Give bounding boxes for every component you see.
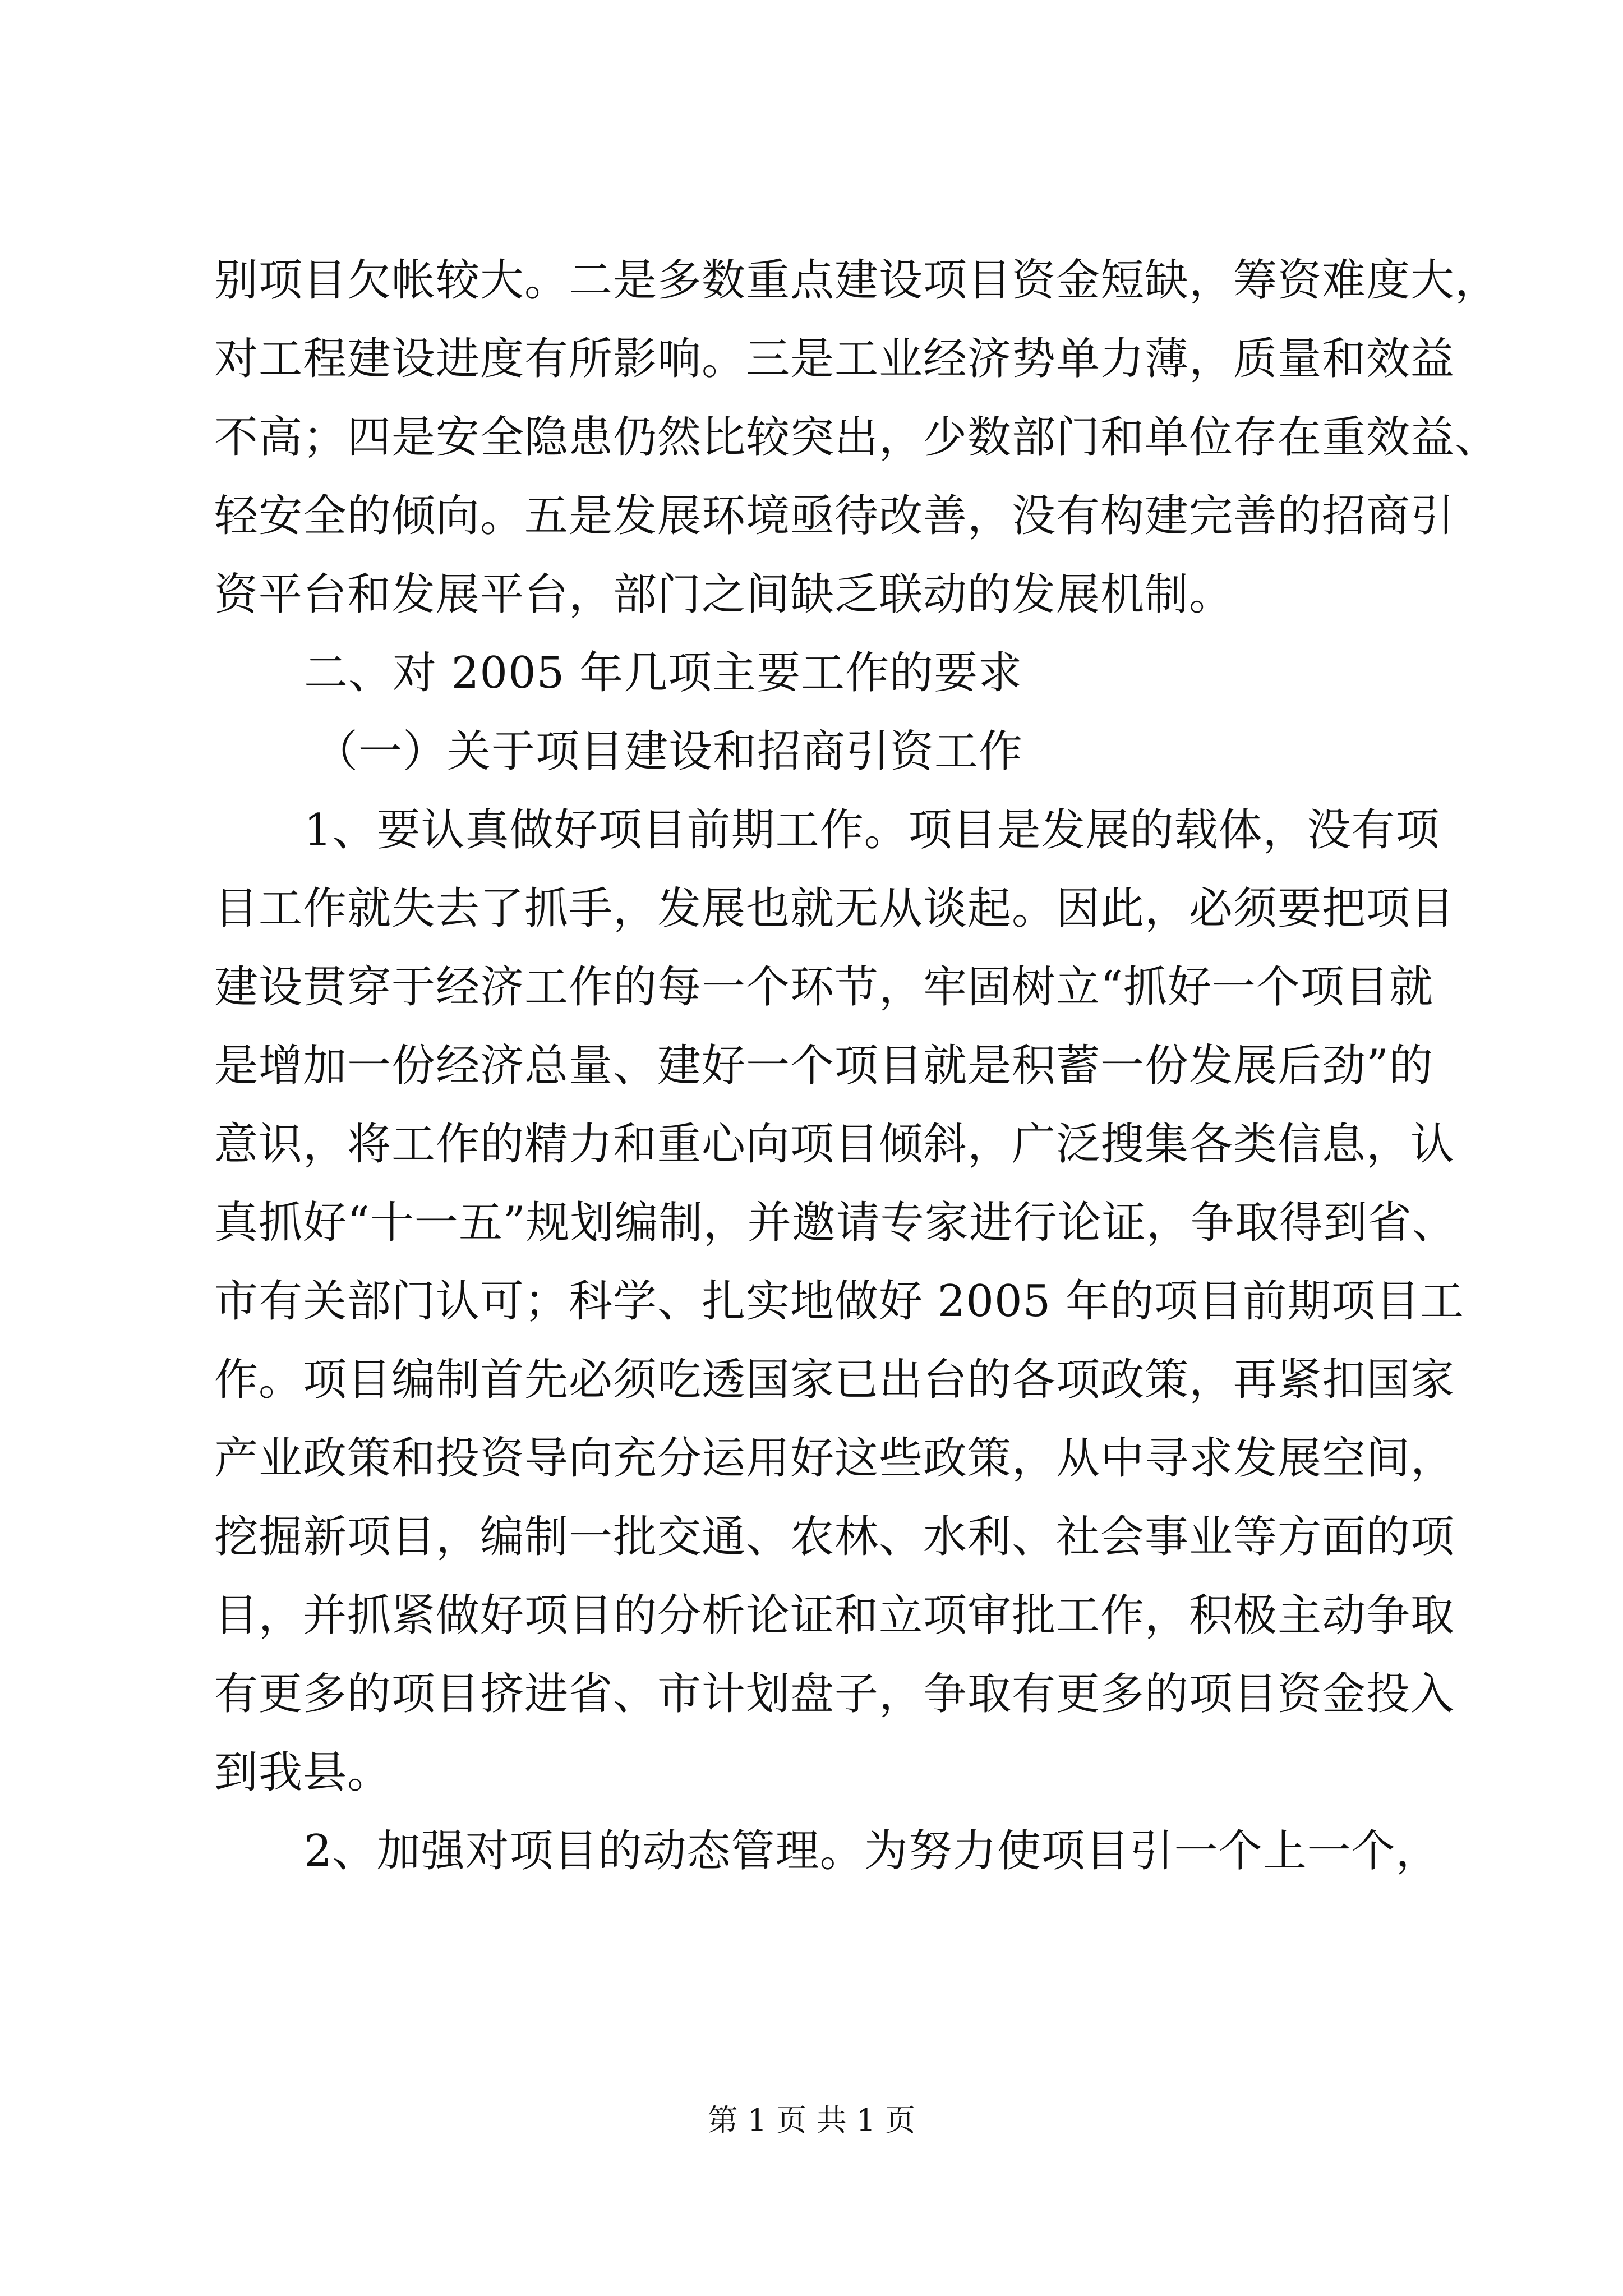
section-heading: 二、对 2005 年几项主要工作的要求 [304,648,1023,698]
paragraph-line: 轻安全的倾向。五是发展环境亟待改善，没有构建完善的招商引 [214,491,1455,541]
page-footer: 第 1 页 共 1 页 [707,2102,916,2138]
subsection-heading: （一）关于项目建设和招商引资工作 [314,726,1023,777]
paragraph-line: 挖掘新项目，编制一批交通、农林、水利、社会事业等方面的项 [214,1512,1455,1562]
paragraph-line: 资平台和发展平台，部门之间缺乏联动的发展机制。 [214,569,1234,620]
paragraph-line: 市有关部门认可；科学、扎实地做好 2005 年的项目前期项目工 [214,1276,1465,1327]
paragraph-line: 作。项目编制首先必须吃透国家已出台的各项政策，再紧扣国家 [214,1355,1455,1405]
paragraph-line: 1、要认真做好项目前期工作。项目是发展的载体，没有项 [304,805,1440,855]
paragraph-line: 有更多的项目挤进省、市计划盘子，争取有更多的项目资金投入 [214,1669,1455,1719]
paragraph-line: 产业政策和投资导向充分运用好这些政策，从中寻求发展空间， [214,1433,1455,1484]
paragraph-line: 建设贯穿于经济工作的每一个环节，牢固树立“抓好一个项目就 [214,962,1433,1013]
paragraph-line: 别项目欠帐较大。二是多数重点建设项目资金短缺，筹资难度大， [214,255,1500,306]
paragraph-line: 对工程建设进度有所影响。三是工业经济势单力薄，质量和效益 [214,334,1455,384]
paragraph-line: 2、加强对项目的动态管理。为努力使项目引一个上一个， [304,1826,1440,1876]
paragraph-line: 真抓好“十一五”规划编制，并邀请专家进行论证，争取得到省、 [214,1198,1456,1248]
paragraph-line: 目，并抓紧做好项目的分析论证和立项审批工作，积极主动争取 [214,1590,1455,1641]
paragraph-line: 不高；四是安全隐患仍然比较突出，少数部门和单位存在重效益、 [214,412,1500,463]
paragraph-line: 是增加一份经济总量、建好一个项目就是积蓄一份发展后劲”的 [214,1041,1433,1091]
paragraph-line: 目工作就失去了抓手，发展也就无从谈起。因此，必须要把项目 [214,884,1455,934]
paragraph-line: 到我县。 [214,1747,392,1798]
paragraph-line: 意识，将工作的精力和重心向项目倾斜，广泛搜集各类信息，认 [214,1119,1455,1170]
